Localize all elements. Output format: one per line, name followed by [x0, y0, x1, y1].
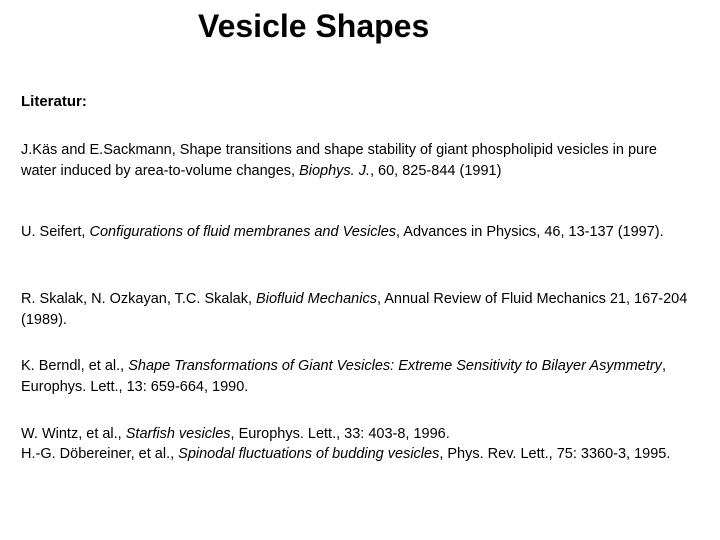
reference-italic: Starfish vesicles: [125, 426, 231, 442]
literature-heading: Literatur:: [21, 93, 87, 110]
reference-authors: R. Skalak, N. Ozkayan, T.C. Skalak,: [21, 291, 257, 307]
reference-details: , 60, 825-844 (1991): [370, 163, 502, 179]
reference-italic: Biofluid Mechanics: [256, 291, 377, 307]
reference-item: [21, 424, 691, 445]
reference-details: , Europhys. Lett., 33: 403-8, 1996.: [230, 426, 450, 442]
reference-italic: Shape Transformations of Giant Vesicles: Extreme Sensitivity to Bilayer Asymmetry: [128, 358, 662, 374]
reference-details: , Annual Review of Fluid Mechanics 21, 167-204 (1989).: [21, 291, 688, 328]
reference-item: [21, 289, 691, 331]
reference-authors: K. Berndl, et al.,: [21, 358, 129, 374]
reference-details: , Phys. Rev. Lett., 75: 3360-3, 1995.: [439, 446, 671, 462]
reference-item: [21, 140, 691, 182]
reference-item: [21, 444, 691, 465]
page-title: Vesicle Shapes: [198, 8, 430, 44]
reference-authors-title: J.Käs and E.Sackmann, Shape transitions and shape stability of giant phospholipid vesicles in pure water induced by area-to-volume changes,: [21, 142, 657, 179]
reference-details: , Advances in Physics, 46, 13-137 (1997).: [396, 224, 664, 240]
reference-item: [21, 356, 691, 398]
reference-italic: Configurations of fluid membranes and Vesicles: [89, 224, 397, 240]
reference-italic: Spinodal fluctuations of budding vesicles: [178, 446, 440, 462]
reference-details: , Europhys. Lett., 13: 659-664, 1990.: [21, 358, 666, 395]
reference-italic: Biophys. J.: [299, 163, 370, 179]
reference-authors: W. Wintz, et al.,: [21, 426, 126, 442]
reference-authors: U. Seifert,: [21, 224, 90, 240]
reference-authors: H.-G. Döbereiner, et al.,: [21, 446, 179, 462]
reference-item: [21, 222, 691, 243]
